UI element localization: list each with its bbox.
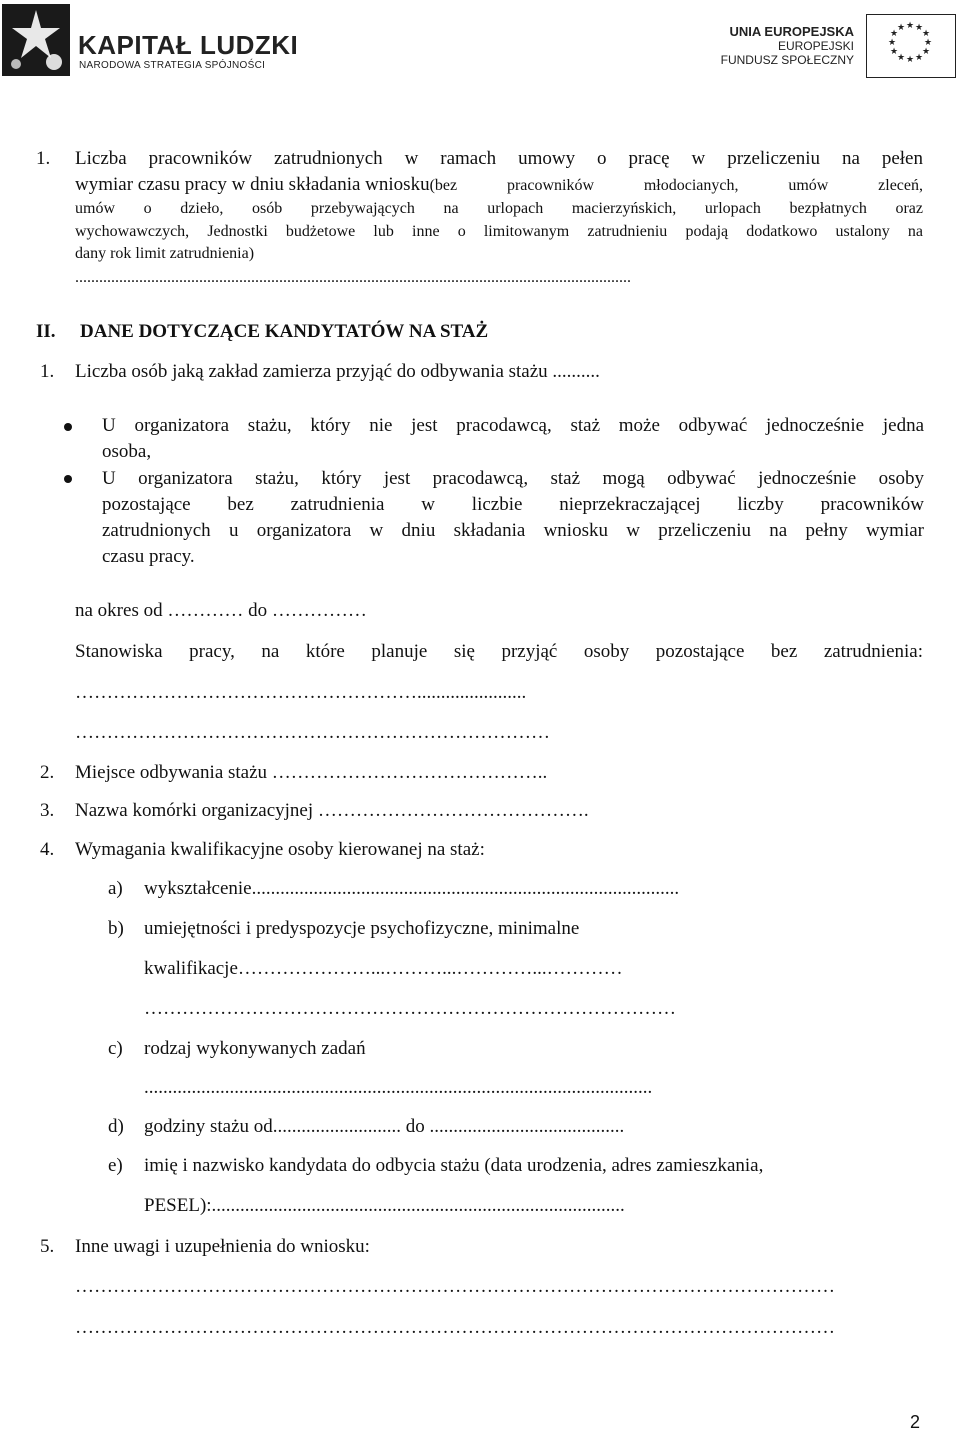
item2-location: Miejsce odbywania stażu …………………………………….. <box>75 762 548 783</box>
sub-e-candidate: imię i nazwisko kandydata do odbycia stażu (data urodzenia, adres zamieszkania, <box>144 1155 764 1176</box>
svg-text:★: ★ <box>887 38 897 48</box>
svg-text:★: ★ <box>889 29 899 39</box>
item-number: 4. <box>40 839 55 860</box>
item4-requirements: Wymagania kwalifikacyjne osoby kierowanej na staż: <box>75 839 485 860</box>
section2-title: DANE DOTYCZĄCE KANDYTATÓW NA STAŻ <box>80 321 489 342</box>
item3-department: Nazwa komórki organizacyjnej ……………………………………. <box>75 800 589 821</box>
sub-b-line3: ………………………………………………………………………… <box>144 998 676 1019</box>
item-number: 3. <box>40 800 55 821</box>
svg-text:★: ★ <box>914 23 924 33</box>
sub-b-qualifications: kwalifikacje…………………...………...…………...………… <box>144 958 623 979</box>
kapital-ludzki-subtitle: NARODOWA STRATEGIA SPÓJNOŚCI <box>79 60 266 71</box>
item1-line2-main: wymiar czasu pracy w dniu składania wniosku <box>75 174 430 195</box>
eu-title: UNIA EUROPEJSKA <box>729 24 854 39</box>
sub-a-education: wykształcenie.......................................................................................... <box>144 878 680 899</box>
sub-c-line2: ........................................................................................................... <box>144 1077 653 1098</box>
item5-remarks: Inne uwagi i uzupełnienia do wniosku: <box>75 1236 370 1257</box>
sub-d-hours: godziny stażu od........................... do ......................................... <box>144 1116 625 1137</box>
positions-field-line1: ………………………………………………....................... <box>75 682 527 703</box>
item-number: 1. <box>40 361 55 382</box>
positions-field-line2: ………………………………………………………………… <box>75 722 550 743</box>
kapital-ludzki-star-icon <box>2 4 70 76</box>
sub-e-label: e) <box>108 1155 123 1176</box>
sub-b-label: b) <box>108 918 124 939</box>
kapital-ludzki-title: KAPITAŁ LUDZKI <box>78 30 299 60</box>
sub-d-label: d) <box>108 1116 124 1137</box>
item-number: 5. <box>40 1236 55 1257</box>
svg-text:★: ★ <box>905 55 915 65</box>
item-number: 2. <box>40 762 55 783</box>
item1-line1: Liczba pracowników zatrudnionych w ramach umowy o pracę w przeliczeniu na pełen <box>75 148 923 169</box>
bullet2-line4: czasu pracy. <box>102 546 195 567</box>
svg-text:★: ★ <box>921 47 931 57</box>
sub-c-label: c) <box>108 1038 123 1059</box>
item1-line5: dany rok limit zatrudnienia) <box>75 245 255 262</box>
bullet-icon <box>64 423 72 431</box>
eu-flag-icon <box>866 14 956 78</box>
svg-text:★: ★ <box>896 53 906 63</box>
bullet2-line2: pozostające bez zatrudnienia w liczbie nieprzekraczającej liczby pracowników <box>102 494 924 515</box>
page-number: 2 <box>910 1412 921 1432</box>
bullet-icon <box>64 475 72 483</box>
svg-text:★: ★ <box>889 47 899 57</box>
sub-e-line2: PESEL):....................................................................................... <box>144 1195 625 1216</box>
positions-label: Stanowiska pracy, na które planuje się przyjąć osoby pozostające bez zatrudnienia: <box>75 641 923 662</box>
svg-text:★: ★ <box>905 21 915 31</box>
section2-number: II. <box>36 321 56 342</box>
eu-line3: FUNDUSZ SPOŁECZNY <box>720 53 854 67</box>
item1-line4: wychowawczych, Jednostki budżetowe lub inne o limitowanym zatrudnieniu podają dodatkowo ustalony na <box>75 223 923 240</box>
bullet2-line3: zatrudnionych u organizatora w dniu składania wniosku w przeliczeniu na pełny wymiar <box>102 520 924 541</box>
sub-b-skills: umiejętności i predyspozycje psychofizyczne, minimalne <box>144 918 580 939</box>
eu-line2: EUROPEJSKI <box>777 39 854 53</box>
bullet1-line2: osoba, <box>102 441 152 462</box>
svg-text:★: ★ <box>896 23 906 33</box>
item5-line2: ………………………………………………………………………………………………………… <box>75 1317 835 1338</box>
bullet1-line1: U organizatora stażu, który nie jest pracodawcą, staż może odbywać jednocześnie jedna <box>102 415 924 436</box>
period-field: na okres od ………… do …………… <box>75 600 367 621</box>
bullet2-line1: U organizatora stażu, który jest pracodawcą, staż mogą odbywać jednocześnie osoby <box>102 468 924 489</box>
item1-dots: ........................................................................................................................................... <box>75 269 631 286</box>
item1-line2 <box>75 174 923 196</box>
item1-line3: umów o dzieło, osób przebywających na urlopach macierzyńskich, urlopach bezpłatnych oraz <box>75 200 923 217</box>
item1-line2-small: (bez pracowników młodocianych, umów zleceń, <box>429 177 923 194</box>
item-number: 1. <box>36 148 51 169</box>
sub-a-label: a) <box>108 878 123 899</box>
item5-line1: ………………………………………………………………………………………………………… <box>75 1276 835 1297</box>
item1-trainee-count: Liczba osób jaką zakład zamierza przyjąć do odbywania stażu .......... <box>75 361 600 382</box>
svg-text:★: ★ <box>914 53 924 63</box>
sub-c-tasks: rodzaj wykonywanych zadań <box>144 1038 366 1059</box>
svg-text:★: ★ <box>921 29 931 39</box>
svg-text:★: ★ <box>923 38 933 48</box>
